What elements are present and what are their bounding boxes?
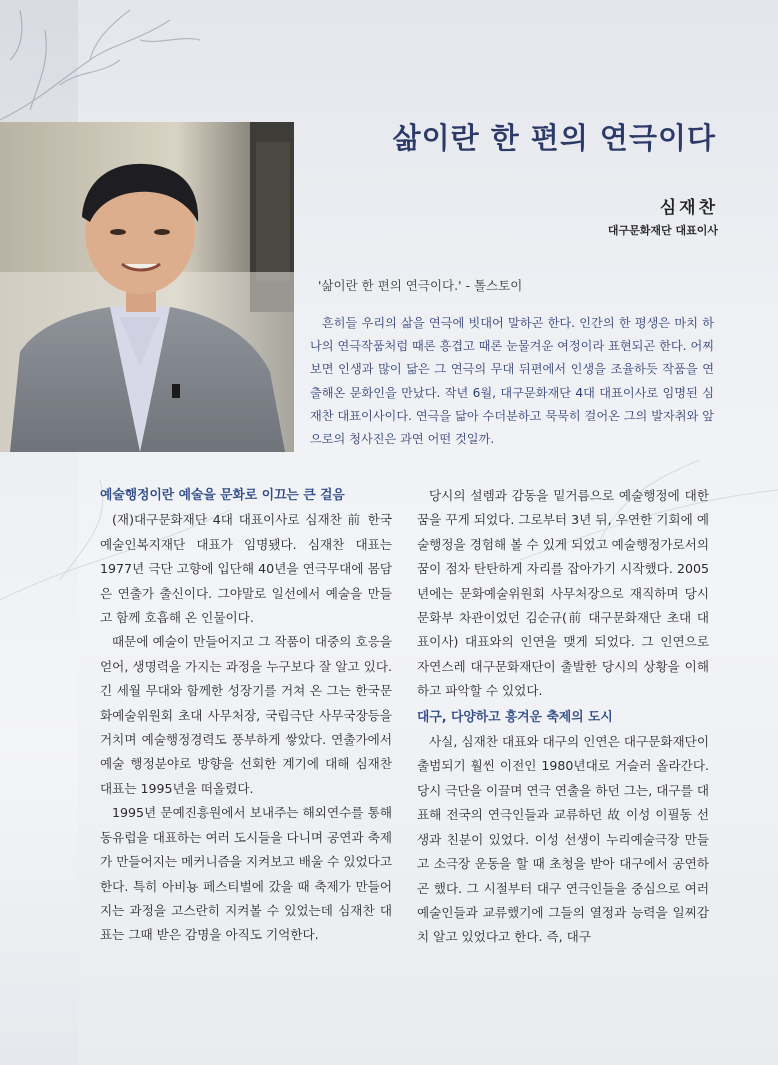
paragraph: 사실, 심재찬 대표와 대구의 인연은 대구문화재단이 출범되기 훨씬 이전인 1980년대로 거슬러 올라간다. 당시 극단을 이끌며 연극 연출을 하던 그는, 대구를 대표해 전국의 연극인들과 교류하던 故 이성 이필동 선생과 친분이 있었다. 이성 선생이 누리예술극장 만들고 소극장 운동을 할 때 초청을 받아 대구에서 공연하곤 했다. 그 시절부터 대구 연극인들을 중심으로 여러 예술인들과 교류했기에 그들의 열정과 능력을 일찌감치 알고 있었다고 한다. 즉, 대구	[417, 734, 709, 945]
author-role: 대구문화재단 대표이사	[607, 224, 718, 237]
paragraph: 때문에 예술이 만들어지고 그 작품이 대중의 호응을 얻어, 생명력을 가지는 과정을 누구보다 잘 알고 있다. 긴 세월 무대와 함께한 성장기를 거쳐 온 그는 한국문화예술위원회 초대 사무처장, 국립극단 사무국장등을 거치며 예술행정경력도 풍부하게 쌓았다. 연출가에서 예술 행정분야로 방향을 선회한 계기에 대해 심재찬 대표는 1995년을 떠올렸다.	[100, 634, 392, 796]
column-left	[100, 484, 392, 948]
intro-text: 흔히들 우리의 삶을 연극에 빗대어 말하곤 한다. 인간의 한 평생은 마치 하나의 연극작품처럼 때론 흥겹고 때론 눈물겨운 여정이라 표현되곤 한다. 어찌 보면 인생과 많이 닮은 그 연극의 무대 뒤편에서 인생을 조율하듯 작품을 연출해온 문화인을 만났다. 작년 6월, 대구문화재단 4대 대표이사로 임명된 심재찬 대표이사이다. 연극을 닮아 수더분하고 묵묵히 걸어온 그의 발자취와 앞으로의 청사진은 과연 어떤 것일까.	[310, 316, 714, 447]
section-heading-2: 대구, 다양하고 흥겨운 축제의 도시	[417, 709, 613, 725]
portrait-photo	[0, 122, 294, 452]
paragraph: 1995년 문예진흥원에서 보내주는 해외연수를 통해 동유럽을 대표하는 여러 도시들을 다니며 공연과 축제가 만들어지는 메커니즘을 지켜보고 배울 수 있었다고 한다. 특히 아비뇽 페스티벌에 갔을 때 축제가 만들어지는 과정을 고스란히 지켜볼 수 있었는데 심재찬 대표는 그때 받은 감명을 아직도 기억한다.	[100, 805, 392, 943]
author-name: 심재찬	[659, 198, 718, 218]
epigraph-quote: '삶이란 한 편의 연극이다.' - 톨스토이	[318, 278, 523, 293]
paragraph: (재)대구문화재단 4대 대표이사로 심재찬 前 한국예술인복지재단 대표가 임명됐다. 심재찬 대표는 1977년 극단 고향에 입단해 40년을 연극무대에 몸담은 연출가 출신이다. 그야말로 일선에서 예술을 만들고 함께 호흡해 온 인물이다.	[100, 512, 392, 626]
tree-branch-decoration	[0, 0, 240, 140]
column-right	[417, 484, 709, 950]
section-heading-1: 예술행정이란 예술을 문화로 이끄는 큰 걸음	[100, 488, 345, 503]
intro-paragraph	[310, 312, 714, 451]
article-title: 삶이란 한 편의 연극이다	[392, 121, 716, 155]
paragraph: 당시의 설렘과 감동을 밑거름으로 예술행정에 대한 꿈을 꾸게 되었다. 그로부터 3년 뒤, 우연한 기회에 예술행정을 경험해 볼 수 있게 되었고 예술행정가로서의 꿈이 점차 탄탄하게 자리를 잡아가기 시작했다. 2005년에는 문화예술위원회 사무처장으로 재직하며 당시 문화부 차관이었던 김순규(前 대구문화재단 초대 대표이사) 대표와의 인연을 맺게 되었다. 그 인연으로 자연스레 대구문화재단이 출발한 당시의 상황을 이해하고 파악할 수 있었다.	[417, 488, 709, 699]
